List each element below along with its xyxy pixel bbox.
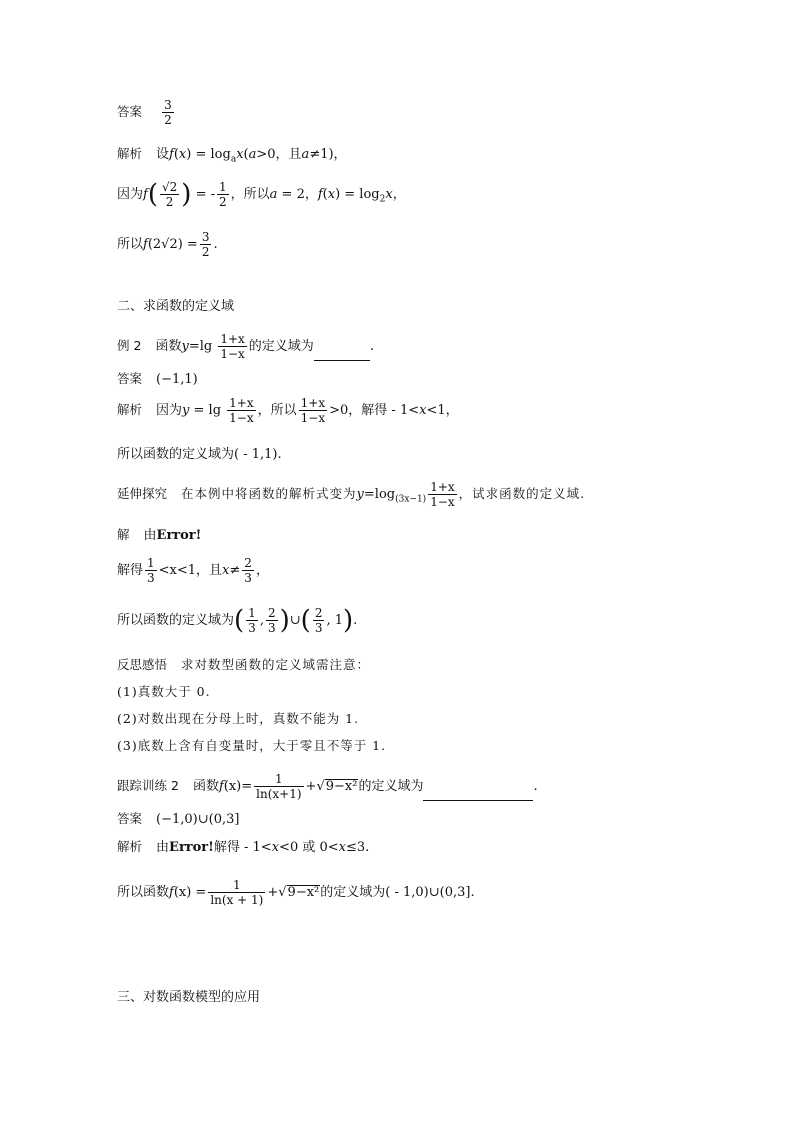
text: (−1,1) xyxy=(156,372,198,387)
text: . xyxy=(533,779,538,794)
text: a xyxy=(248,147,257,162)
text: 求对数型函数的定义域需注意： xyxy=(181,657,371,672)
solution-line-1 xyxy=(117,527,201,544)
text: 1 xyxy=(208,878,265,893)
text: f xyxy=(143,187,148,202)
fraction xyxy=(299,396,327,425)
text: 1+x xyxy=(300,396,326,410)
text: √2 xyxy=(161,180,178,194)
text: 1 xyxy=(254,772,303,787)
example-2 xyxy=(117,332,374,361)
text: f xyxy=(143,237,148,252)
text: 3 xyxy=(314,621,323,635)
text: 解得 - 1< xyxy=(213,840,272,855)
text: a xyxy=(230,154,237,165)
text: ln(x+1) xyxy=(256,787,302,801)
text: 1 xyxy=(147,556,155,570)
text: a xyxy=(269,187,278,202)
analysis-2-line-2: 所以函数的定义域为( - 1,1). xyxy=(117,447,282,462)
text: 所以 xyxy=(117,237,144,252)
answer-3 xyxy=(117,811,239,828)
text: ≠ xyxy=(229,563,241,578)
text: 1+x xyxy=(220,332,245,346)
sqrt-radicand: 9−x² xyxy=(325,779,358,794)
fraction xyxy=(145,556,157,585)
text: 3 xyxy=(201,230,210,244)
text: >0，解得 - 1< xyxy=(329,403,420,418)
practice-2: 跟踪训练 2 函数f(x)= $\frac{1}{\ln(x+1)}$ +√9−x²的定义域为 . xyxy=(117,772,538,801)
section-2-title: 二、求函数的定义域 xyxy=(117,299,235,314)
text: . xyxy=(353,613,358,628)
text: 1−x xyxy=(300,411,326,425)
practice-label: 跟踪训练 2 xyxy=(117,778,179,793)
reflection xyxy=(117,657,370,674)
text: f xyxy=(169,147,174,162)
solution-line-3 xyxy=(117,606,357,635)
reflection-item-1: (1)真数大于 0. xyxy=(117,684,211,699)
analysis-label: 解析 xyxy=(117,402,143,417)
paren-open: ( xyxy=(234,605,245,636)
text: 2 xyxy=(314,606,323,620)
text: ， xyxy=(255,563,269,578)
text: (−1,0)∪(0,3] xyxy=(156,812,240,827)
text: 因为 xyxy=(117,187,144,202)
text: . xyxy=(369,339,374,354)
text: ，试求函数的定义域. xyxy=(458,486,586,501)
text: 3 xyxy=(267,621,276,635)
text: <x<1，且 xyxy=(158,563,223,578)
analysis-1-line-2 xyxy=(117,180,406,209)
text: ，所以 xyxy=(230,187,270,202)
text: x xyxy=(178,147,187,162)
text: ， xyxy=(392,187,406,202)
text: ( xyxy=(173,147,179,162)
text: 由 xyxy=(156,840,170,855)
answer-1 xyxy=(117,98,176,127)
text: 2 xyxy=(244,556,252,570)
answer-2 xyxy=(117,371,198,388)
text: ( xyxy=(322,187,328,202)
text: 的定义域为( - 1,0)∪(0,3]. xyxy=(320,885,475,900)
text: ∪ xyxy=(289,613,301,628)
text: 2 xyxy=(218,195,227,209)
text: =lg xyxy=(188,339,213,354)
text: ln(x + 1) xyxy=(210,893,264,907)
analysis-2-line-1 xyxy=(117,396,459,425)
text: = - xyxy=(195,187,215,202)
text: = 2， xyxy=(277,187,318,202)
text: 所以函数的定义域为 xyxy=(117,613,235,628)
text: (x) = xyxy=(173,885,207,900)
fraction xyxy=(428,480,456,509)
text: 2 xyxy=(267,606,276,620)
text: ) = log xyxy=(186,147,231,162)
text: 1 xyxy=(248,606,256,620)
text: + xyxy=(305,779,317,794)
analysis-label: 解析 xyxy=(117,839,143,854)
text: (x)= xyxy=(223,779,253,794)
reflection-item-2: (2)对数出现在分母上时，真数不能为 1. xyxy=(117,711,360,726)
text: Error! xyxy=(169,840,214,855)
paren-open: ( xyxy=(147,179,158,210)
text: x xyxy=(327,187,336,202)
fraction xyxy=(313,606,325,635)
fraction xyxy=(246,606,258,635)
text: 解得 xyxy=(117,563,144,578)
extension xyxy=(117,480,585,509)
text: f xyxy=(218,779,224,794)
text: (3x−1) xyxy=(395,494,427,505)
fraction xyxy=(200,230,212,259)
text: x xyxy=(338,840,346,855)
fraction xyxy=(218,332,246,361)
text: . xyxy=(213,237,218,252)
sqrt-radicand: 9−x² xyxy=(287,885,320,900)
fraction xyxy=(242,556,254,585)
answer-label: 答案 xyxy=(117,371,143,386)
text: 所以函数 xyxy=(117,885,170,900)
paren-close: ) xyxy=(343,605,354,636)
answer-label: 答案 xyxy=(117,811,143,826)
text: x xyxy=(222,563,230,578)
fraction xyxy=(217,180,229,209)
text: 1+x xyxy=(229,396,254,410)
text: 的定义域为 xyxy=(358,779,424,794)
analysis-3-line-1 xyxy=(117,839,369,856)
analysis-3-line-2: 所以函数f(x) = $\frac{1}{\ln(x + 1)}$ +√9−x²的定义域为( - 1,0)∪(0,3]. xyxy=(117,878,475,907)
text: 1−x xyxy=(220,347,245,361)
text: =log xyxy=(363,487,396,502)
text: y xyxy=(356,487,364,502)
reflection-item-3: (3)底数上含有自变量时，大于零且不等于 1. xyxy=(117,738,387,753)
text: 函数 xyxy=(155,339,182,354)
text: 1+x xyxy=(430,480,455,494)
example-label: 例 2 xyxy=(117,338,142,353)
fraction xyxy=(160,180,179,209)
text: Error! xyxy=(156,528,202,543)
text: 2 xyxy=(165,195,174,209)
answer-label: 答案 xyxy=(117,104,143,119)
solution-label: 解 xyxy=(117,527,130,542)
section-3-title: 三、对数函数模型的应用 xyxy=(117,990,261,1005)
text: f xyxy=(169,885,174,900)
solution-line-2 xyxy=(117,556,269,585)
text: + xyxy=(267,885,279,900)
text: 的定义域为 xyxy=(248,339,314,354)
text: ) = log xyxy=(335,187,380,202)
text: 1−x xyxy=(430,495,455,509)
text: 在本例中将函数的解析式变为 xyxy=(181,486,357,501)
answer-blank[interactable] xyxy=(423,788,533,801)
text: 2 xyxy=(201,245,210,259)
text: y xyxy=(182,403,190,418)
text: (2√2) = xyxy=(147,237,198,252)
text: <0 或 0< xyxy=(279,840,339,855)
text: f xyxy=(317,187,323,202)
text: 1 xyxy=(334,613,344,628)
analysis-1-line-3 xyxy=(117,230,218,259)
text: x xyxy=(271,840,280,855)
analysis-label: 解析 xyxy=(117,146,143,161)
answer-fraction: $\frac{3}{2}$ xyxy=(164,98,172,127)
text: ，所以 xyxy=(257,403,297,418)
fraction xyxy=(227,396,255,425)
fraction xyxy=(266,606,278,635)
text: 函数 xyxy=(192,779,219,794)
text: 3 xyxy=(244,571,252,585)
text: ≤3. xyxy=(345,840,370,855)
analysis-1-line-1 xyxy=(117,146,347,168)
text: ( xyxy=(243,147,249,162)
text: 因为 xyxy=(156,403,183,418)
text: , xyxy=(259,613,264,628)
text: x xyxy=(236,147,244,162)
text: <1， xyxy=(426,403,459,418)
text: 2 xyxy=(379,194,386,205)
paren-close: ) xyxy=(279,605,290,636)
paren-open: ( xyxy=(300,605,311,636)
reflection-label: 反思感悟 xyxy=(117,657,168,672)
extension-label: 延伸探究 xyxy=(117,486,168,501)
text: 3 xyxy=(248,621,256,635)
text: , xyxy=(326,613,331,628)
text: 1 xyxy=(218,180,227,194)
text: a xyxy=(301,147,310,162)
text: x xyxy=(385,187,393,202)
fraction xyxy=(208,878,265,907)
text: 由 xyxy=(143,528,157,543)
text: ≠1)， xyxy=(309,147,347,162)
text: 设 xyxy=(156,147,170,162)
text: 3 xyxy=(147,571,155,585)
text: 1−x xyxy=(229,411,254,425)
fraction xyxy=(254,772,303,801)
answer-blank[interactable] xyxy=(314,348,370,361)
text: >0，且 xyxy=(256,147,302,162)
paren-close: ) xyxy=(181,179,192,210)
text: x xyxy=(419,403,427,418)
text: y xyxy=(181,339,189,354)
text: = lg xyxy=(189,403,222,418)
